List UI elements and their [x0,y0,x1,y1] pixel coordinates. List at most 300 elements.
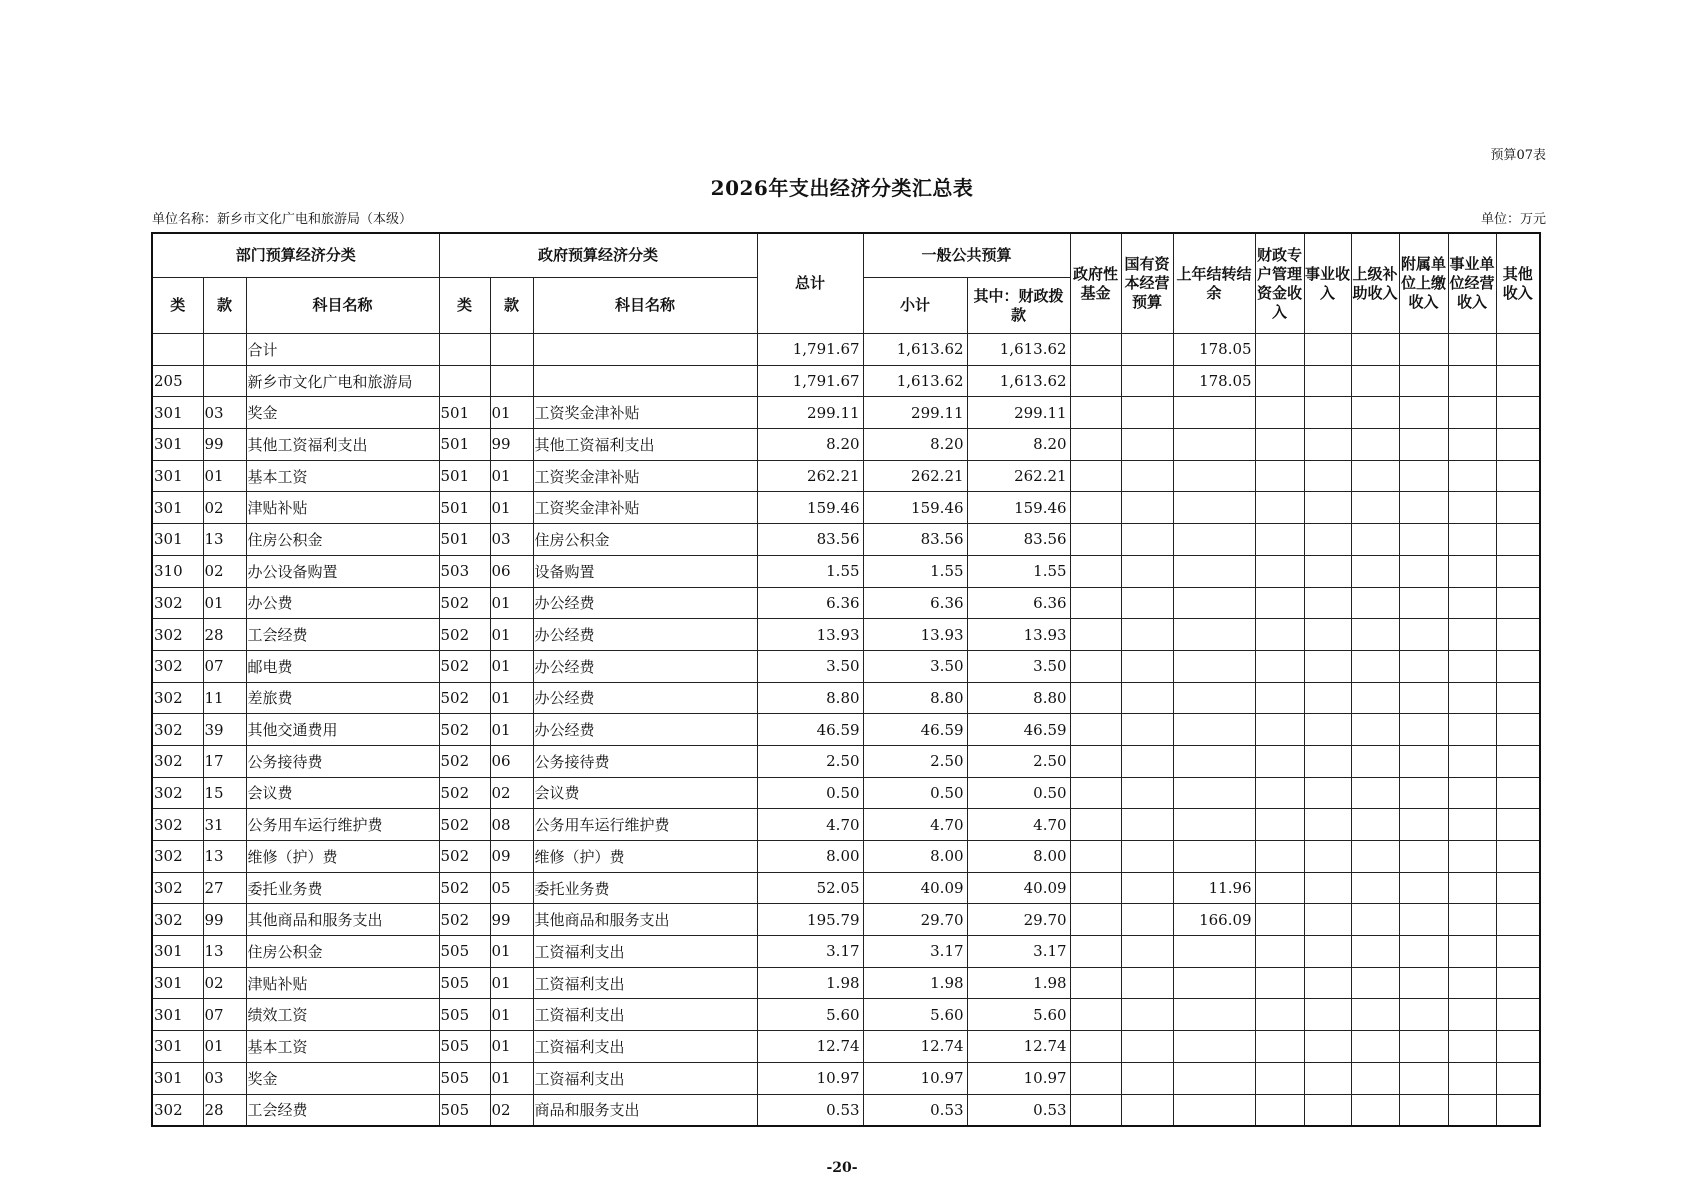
cell-dept-lei: 302 [152,619,203,651]
cell-business [1304,460,1351,492]
cell-dept-kuan: 17 [203,745,246,777]
cell-dept-lei: 302 [152,841,203,873]
cell-dept-name: 住房公积金 [246,524,439,556]
cell-business [1304,650,1351,682]
cell-gov-fund [1070,714,1121,746]
cell-superior [1351,619,1399,651]
cell-gov-name: 会议费 [533,777,757,809]
cell-operating [1448,1062,1496,1094]
cell-gov-name: 办公经费 [533,650,757,682]
cell-total: 13.93 [757,619,863,651]
cell-fiscal-special [1255,777,1304,809]
cell-fiscal: 262.21 [967,460,1070,492]
cell-fiscal: 299.11 [967,397,1070,429]
cell-state-capital [1121,1031,1173,1063]
cell-carryover: 178.05 [1173,365,1255,397]
cell-fiscal-special [1255,872,1304,904]
header-general-group: 一般公共预算 [863,233,1070,278]
cell-dept-kuan: 03 [203,1062,246,1094]
cell-gov-lei: 502 [439,650,490,682]
cell-dept-lei: 301 [152,397,203,429]
header-state-capital: 国有资本经营预算 [1121,233,1173,334]
cell-affiliated [1399,872,1448,904]
table-row [152,777,1540,809]
cell-dept-lei: 302 [152,650,203,682]
cell-operating [1448,460,1496,492]
cell-gov-fund [1070,1031,1121,1063]
cell-total: 1,791.67 [757,334,863,366]
cell-business [1304,745,1351,777]
cell-other [1496,745,1540,777]
cell-business [1304,872,1351,904]
cell-dept-name: 公务用车运行维护费 [246,809,439,841]
cell-gov-lei: 502 [439,841,490,873]
cell-dept-name: 津贴补贴 [246,492,439,524]
cell-gov-fund [1070,555,1121,587]
cell-affiliated [1399,587,1448,619]
cell-gov-lei: 502 [439,745,490,777]
cell-affiliated [1399,334,1448,366]
cell-fiscal-special [1255,682,1304,714]
cell-total: 0.53 [757,1094,863,1126]
cell-gov-fund [1070,841,1121,873]
header-gov-kuan: 款 [490,278,533,334]
header-total: 总计 [757,233,863,334]
cell-subtotal: 159.46 [863,492,967,524]
cell-carryover [1173,967,1255,999]
table-row [152,365,1540,397]
cell-carryover [1173,460,1255,492]
cell-superior [1351,809,1399,841]
cell-affiliated [1399,809,1448,841]
cell-dept-name: 其他商品和服务支出 [246,904,439,936]
table-row [152,714,1540,746]
table-row [152,841,1540,873]
cell-affiliated [1399,492,1448,524]
cell-subtotal: 1.98 [863,967,967,999]
cell-gov-fund [1070,745,1121,777]
cell-dept-kuan: 03 [203,397,246,429]
cell-operating [1448,809,1496,841]
cell-fiscal-special [1255,745,1304,777]
table-row [152,682,1540,714]
cell-gov-fund [1070,334,1121,366]
cell-dept-lei [152,334,203,366]
cell-dept-kuan: 27 [203,872,246,904]
cell-total: 8.80 [757,682,863,714]
cell-operating [1448,999,1496,1031]
cell-gov-fund [1070,587,1121,619]
cell-total: 12.74 [757,1031,863,1063]
cell-fiscal: 1,613.62 [967,334,1070,366]
cell-total: 10.97 [757,1062,863,1094]
page-number: -20- [826,1160,858,1176]
cell-fiscal-special [1255,967,1304,999]
cell-gov-lei: 501 [439,524,490,556]
cell-gov-name: 其他工资福利支出 [533,429,757,461]
cell-gov-kuan: 01 [490,492,533,524]
cell-dept-name: 奖金 [246,1062,439,1094]
cell-affiliated [1399,555,1448,587]
cell-gov-name: 办公经费 [533,682,757,714]
cell-affiliated [1399,714,1448,746]
cell-gov-name: 工资福利支出 [533,999,757,1031]
cell-business [1304,365,1351,397]
cell-superior [1351,587,1399,619]
cell-total: 299.11 [757,397,863,429]
cell-subtotal: 299.11 [863,397,967,429]
table-row [152,492,1540,524]
cell-gov-lei: 502 [439,587,490,619]
cell-subtotal: 12.74 [863,1031,967,1063]
cell-carryover: 178.05 [1173,334,1255,366]
cell-fiscal: 2.50 [967,745,1070,777]
cell-dept-name: 绩效工资 [246,999,439,1031]
cell-operating [1448,1031,1496,1063]
cell-dept-lei: 205 [152,365,203,397]
cell-fiscal-special [1255,555,1304,587]
cell-dept-lei: 301 [152,524,203,556]
cell-dept-kuan [203,334,246,366]
cell-other [1496,1062,1540,1094]
table-row [152,1062,1540,1094]
cell-subtotal: 83.56 [863,524,967,556]
cell-operating [1448,397,1496,429]
cell-dept-kuan: 07 [203,650,246,682]
cell-business [1304,1031,1351,1063]
cell-subtotal: 0.53 [863,1094,967,1126]
cell-gov-lei: 505 [439,1094,490,1126]
cell-operating [1448,936,1496,968]
cell-state-capital [1121,967,1173,999]
cell-carryover [1173,1031,1255,1063]
cell-fiscal-special [1255,397,1304,429]
cell-business [1304,809,1351,841]
cell-affiliated [1399,619,1448,651]
cell-gov-lei: 502 [439,777,490,809]
cell-fiscal: 5.60 [967,999,1070,1031]
cell-state-capital [1121,999,1173,1031]
cell-gov-name [533,334,757,366]
cell-state-capital [1121,650,1173,682]
cell-dept-kuan [203,365,246,397]
cell-fiscal: 0.50 [967,777,1070,809]
header-superior: 上级补助收入 [1351,233,1399,334]
cell-state-capital [1121,714,1173,746]
cell-dept-kuan: 01 [203,460,246,492]
cell-other [1496,1031,1540,1063]
cell-dept-name: 其他工资福利支出 [246,429,439,461]
cell-dept-name: 奖金 [246,397,439,429]
cell-gov-kuan: 03 [490,524,533,556]
cell-fiscal: 1,613.62 [967,365,1070,397]
cell-business [1304,397,1351,429]
cell-affiliated [1399,365,1448,397]
cell-superior [1351,682,1399,714]
table-row [152,872,1540,904]
cell-gov-kuan: 06 [490,745,533,777]
cell-dept-kuan: 13 [203,936,246,968]
cell-gov-name: 设备购置 [533,555,757,587]
cell-business [1304,682,1351,714]
cell-fiscal: 8.00 [967,841,1070,873]
cell-state-capital [1121,587,1173,619]
cell-dept-lei: 310 [152,555,203,587]
cell-dept-name: 公务接待费 [246,745,439,777]
cell-dept-kuan: 02 [203,967,246,999]
table-row [152,650,1540,682]
cell-dept-lei: 301 [152,999,203,1031]
cell-fiscal-special [1255,999,1304,1031]
cell-gov-kuan: 01 [490,682,533,714]
cell-carryover [1173,841,1255,873]
cell-dept-lei: 301 [152,1062,203,1094]
cell-dept-name: 办公设备购置 [246,555,439,587]
cell-business [1304,1062,1351,1094]
cell-other [1496,872,1540,904]
cell-operating [1448,619,1496,651]
cell-carryover [1173,682,1255,714]
cell-state-capital [1121,936,1173,968]
cell-fiscal-special [1255,714,1304,746]
form-number: 预算07表 [1490,148,1546,163]
table-row [152,555,1540,587]
cell-superior [1351,397,1399,429]
cell-gov-name: 工资福利支出 [533,1031,757,1063]
cell-gov-kuan: 01 [490,714,533,746]
cell-other [1496,967,1540,999]
cell-fiscal: 12.74 [967,1031,1070,1063]
cell-business [1304,619,1351,651]
cell-affiliated [1399,777,1448,809]
cell-gov-name: 办公经费 [533,619,757,651]
cell-gov-kuan: 01 [490,1031,533,1063]
cell-dept-name: 维修（护）费 [246,841,439,873]
cell-affiliated [1399,1094,1448,1126]
cell-gov-kuan: 01 [490,936,533,968]
cell-gov-kuan: 01 [490,650,533,682]
cell-gov-name: 公务接待费 [533,745,757,777]
cell-gov-kuan: 06 [490,555,533,587]
cell-state-capital [1121,429,1173,461]
cell-affiliated [1399,967,1448,999]
cell-total: 1,791.67 [757,365,863,397]
cell-gov-name: 工资奖金津补贴 [533,492,757,524]
cell-gov-fund [1070,777,1121,809]
cell-dept-name: 差旅费 [246,682,439,714]
cell-state-capital [1121,841,1173,873]
cell-other [1496,397,1540,429]
cell-dept-name: 新乡市文化广电和旅游局 [246,365,439,397]
cell-dept-name: 工会经费 [246,1094,439,1126]
cell-superior [1351,1031,1399,1063]
cell-dept-name: 邮电费 [246,650,439,682]
cell-fiscal: 1.55 [967,555,1070,587]
cell-gov-fund [1070,492,1121,524]
table-row [152,587,1540,619]
cell-operating [1448,904,1496,936]
cell-fiscal-special [1255,936,1304,968]
cell-state-capital [1121,682,1173,714]
cell-subtotal: 1,613.62 [863,334,967,366]
cell-business [1304,714,1351,746]
cell-operating [1448,587,1496,619]
cell-state-capital [1121,619,1173,651]
cell-dept-kuan: 11 [203,682,246,714]
header-affiliated: 附属单位上缴收入 [1399,233,1448,334]
cell-superior [1351,334,1399,366]
cell-carryover [1173,745,1255,777]
cell-gov-kuan: 99 [490,429,533,461]
cell-gov-kuan: 01 [490,619,533,651]
cell-gov-fund [1070,650,1121,682]
cell-fiscal: 4.70 [967,809,1070,841]
cell-superior [1351,777,1399,809]
header-dept-lei: 类 [152,278,203,334]
cell-fiscal-special [1255,334,1304,366]
cell-superior [1351,429,1399,461]
cell-other [1496,999,1540,1031]
cell-total: 3.50 [757,650,863,682]
cell-gov-kuan: 01 [490,999,533,1031]
header-gov-name: 科目名称 [533,278,757,334]
cell-fiscal: 8.80 [967,682,1070,714]
cell-total: 159.46 [757,492,863,524]
cell-gov-fund [1070,1094,1121,1126]
cell-subtotal: 8.20 [863,429,967,461]
cell-gov-kuan: 09 [490,841,533,873]
cell-state-capital [1121,904,1173,936]
cell-dept-name: 合计 [246,334,439,366]
cell-subtotal: 29.70 [863,904,967,936]
cell-other [1496,714,1540,746]
cell-fiscal: 83.56 [967,524,1070,556]
cell-carryover [1173,809,1255,841]
cell-dept-lei: 302 [152,872,203,904]
currency-unit: 单位：万元 [1480,212,1546,227]
cell-gov-kuan [490,334,533,366]
cell-carryover [1173,619,1255,651]
cell-total: 5.60 [757,999,863,1031]
cell-carryover [1173,587,1255,619]
cell-state-capital [1121,872,1173,904]
cell-dept-kuan: 01 [203,1031,246,1063]
cell-business [1304,841,1351,873]
cell-dept-kuan: 31 [203,809,246,841]
cell-gov-name: 其他商品和服务支出 [533,904,757,936]
table-row [152,334,1540,366]
cell-operating [1448,872,1496,904]
cell-gov-name: 委托业务费 [533,872,757,904]
table-row [152,460,1540,492]
cell-superior [1351,745,1399,777]
cell-fiscal: 8.20 [967,429,1070,461]
cell-gov-name [533,365,757,397]
cell-gov-fund [1070,904,1121,936]
expenditure-table [151,232,1541,1127]
cell-dept-name: 基本工资 [246,1031,439,1063]
cell-superior [1351,714,1399,746]
cell-state-capital [1121,460,1173,492]
cell-dept-lei: 301 [152,967,203,999]
header-fiscal: 其中：财政拨款 [967,278,1070,334]
cell-superior [1351,936,1399,968]
cell-operating [1448,1094,1496,1126]
cell-fiscal-special [1255,904,1304,936]
cell-fiscal-special [1255,619,1304,651]
cell-carryover: 11.96 [1173,872,1255,904]
cell-superior [1351,872,1399,904]
cell-affiliated [1399,841,1448,873]
cell-other [1496,777,1540,809]
cell-affiliated [1399,397,1448,429]
cell-other [1496,555,1540,587]
cell-superior [1351,492,1399,524]
cell-operating [1448,777,1496,809]
table-row [152,619,1540,651]
cell-gov-lei: 503 [439,555,490,587]
cell-dept-kuan: 28 [203,1094,246,1126]
cell-dept-kuan: 15 [203,777,246,809]
cell-dept-name: 委托业务费 [246,872,439,904]
table-row [152,936,1540,968]
cell-dept-lei: 302 [152,714,203,746]
cell-state-capital [1121,1062,1173,1094]
cell-superior [1351,967,1399,999]
cell-dept-kuan: 01 [203,587,246,619]
cell-gov-name: 工资奖金津补贴 [533,460,757,492]
cell-gov-kuan: 01 [490,587,533,619]
cell-carryover [1173,936,1255,968]
cell-total: 1.98 [757,967,863,999]
header-gov-lei: 类 [439,278,490,334]
cell-affiliated [1399,999,1448,1031]
cell-gov-lei [439,334,490,366]
cell-gov-lei: 505 [439,999,490,1031]
cell-dept-lei: 301 [152,460,203,492]
cell-affiliated [1399,904,1448,936]
cell-state-capital [1121,1094,1173,1126]
cell-other [1496,650,1540,682]
cell-state-capital [1121,777,1173,809]
cell-gov-fund [1070,397,1121,429]
cell-business [1304,936,1351,968]
cell-superior [1351,365,1399,397]
cell-gov-lei: 501 [439,460,490,492]
cell-superior [1351,1062,1399,1094]
cell-fiscal-special [1255,365,1304,397]
cell-state-capital [1121,809,1173,841]
header-dept-name: 科目名称 [246,278,439,334]
cell-gov-lei: 502 [439,714,490,746]
cell-total: 83.56 [757,524,863,556]
cell-operating [1448,492,1496,524]
cell-subtotal: 8.00 [863,841,967,873]
cell-dept-name: 住房公积金 [246,936,439,968]
cell-other [1496,429,1540,461]
cell-gov-kuan: 01 [490,1062,533,1094]
cell-fiscal: 29.70 [967,904,1070,936]
cell-business [1304,967,1351,999]
cell-gov-name: 住房公积金 [533,524,757,556]
cell-dept-kuan: 99 [203,904,246,936]
cell-dept-kuan: 99 [203,429,246,461]
cell-business [1304,429,1351,461]
cell-operating [1448,429,1496,461]
cell-fiscal-special [1255,650,1304,682]
cell-gov-lei: 502 [439,619,490,651]
cell-subtotal: 4.70 [863,809,967,841]
